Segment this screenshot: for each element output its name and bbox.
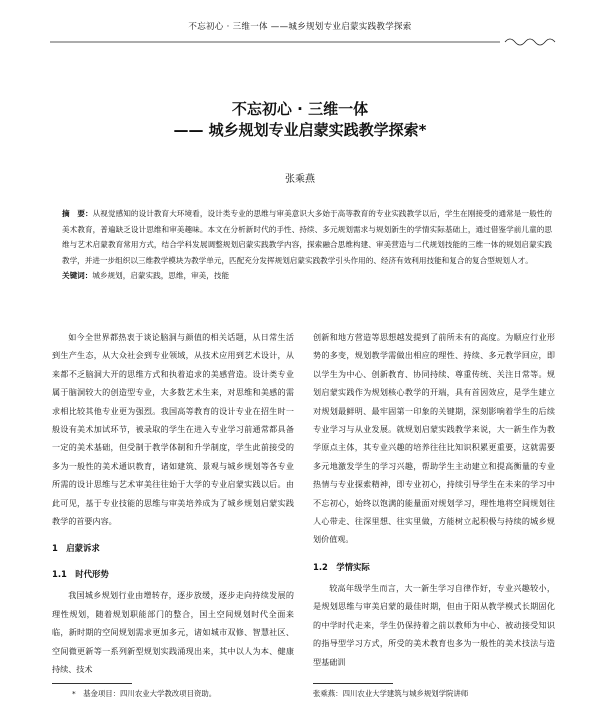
- footnote-rule-left: [52, 683, 132, 684]
- paragraph-1-1: 我国城乡规划行业由增转存，逐步放缓，逐步走向持续发展的理性规划，随着规划职能部门的整合，国土空间规划时代全面来临，新时期的空间规划需求更加多元，诸如城市双修、智慧社区、空间微更新等一系列新型规划实践涌现出来，其中以人为本、健康持续、技术: [52, 590, 294, 675]
- footnote-author: 张乘燕：四川农业大学建筑与城乡规划学院讲师: [313, 689, 469, 698]
- paragraph-1-2: 较高年级学生而言，大一新生学习自律作好，专业兴趣较小，是规划思维与审美启蒙的最佳时期，但由于阳从教学模式长期固化的中学时代走来，学生仍保持着之前以教师为中心、被动接受知识的指导型学习方式，所受的美术教育也多为一般性的美术技法与造型基础训: [313, 582, 555, 667]
- abstract-text: 从视觉感知的设计教育大环境看，设计类专业的思维与审美意识大多始于高等教育的专业实践教学以后，学生在刚接受的通常是一般性的美术教育，普遍缺乏设计思维和审美趣味。本文在分析新时代的手性、持续、多元规划需求与规划新生的学情实际基础上，通过借鉴学前儿童的思维与艺术启蒙教育常用方式，结合学科发展调整规划启蒙实践教学内容，探索融合思维构建、审美营造与二代规划技能的三维一体的规划启蒙实践教学，并进一步组织以三维教学模块为教学单元，匹配充分发挥规划启蒙实践教学引头作用的、经济有效利用技能和复合的复合型规划人才。: [62, 209, 553, 265]
- footnote-funding: * 基金项目：四川农业大学教改项目资助。: [72, 689, 217, 698]
- footnote-rule-right: [313, 683, 393, 684]
- title-block: [0, 99, 600, 140]
- paragraph-continued: 创新和地方营造等思想越发提到了前所未有的高度。为顺应行业形势的多变，规划教学需做出相应的理性、持续、多元教学回应，即以学生为中心、创新教育、协同持续、尊重传统、关注日常等。规划启蒙实践作为规划核心教学的开端，具有首因效应，是学生建立对规划最鲜明、最牢固第一印象的关键期，深刻影响着学生的后续专业学习与从业发展。就规划启蒙实践教学来说，大一新生作为教学原点主体，其专业兴趣的培养往往比知识积累更重要，这就需要多元地激发学生的学习兴趣，帮助学生主动建立和提高衡量的专业热情与专业探索精神，即专业初心，持续引导学生在未来的学习中不忘初心，始终以饱满的能量面对规划学习，理性地将空间规划往人心带走、往深里想、往实里做，方能树立起积极与持续的城乡规划价值观。: [313, 332, 555, 545]
- abstract: [62, 206, 552, 284]
- title-sub: —— 城乡规划专业启蒙实践教学探索*: [173, 121, 427, 139]
- running-header: 不忘初心 · 三维一体 ——城乡规划专业启蒙实践教学探索: [188, 22, 412, 32]
- title-main: 不忘初心 · 三维一体: [231, 100, 369, 118]
- section-heading-1: 1 启蒙诉求: [52, 543, 100, 554]
- section-heading-1-2: 1.2 学情实际: [313, 561, 370, 572]
- keywords-label: 关键词：: [62, 271, 93, 280]
- abstract-label: 摘 要：: [62, 209, 93, 218]
- keywords-text: 城乡规划，启蒙实践，思维，审美，技能: [92, 271, 230, 280]
- right-column: [313, 328, 555, 671]
- keywords: [62, 268, 552, 284]
- author: 张乘燕: [285, 174, 315, 185]
- section-heading-1-1: 1.1 时代形势: [52, 569, 109, 580]
- header-rule: [50, 34, 570, 48]
- left-column: [52, 328, 294, 679]
- intro-paragraph: 如今全世界都热衷于谈论脑洞与颜值的相关话题，从日常生活到生产生态，从大众社会到专业领域，从技术应用到艺术设计，从来都不乏脑洞大开的思维方式和执着追求的美感营造。设计类专业属于脑洞较大的创造型专业，大多数艺术生来，对思维和美感的需求相比较其他专业更为强烈。我国高等教育的设计专业在招生时一般设有美术加试环节，被录取的学生在进入专业学习前通常都具备一定的美术基础，但受制于教学体制和升学制度，学生此前接受的多为一般性的美术通识教育，诸如建筑、景观与城乡规划等各专业所需的设计思维与艺术审美往往始于大学的专业启蒙实践以后。由此可见，基于专业技能的思维与审美培养成为了城乡规划启蒙实践教学的首要内容。: [52, 332, 294, 527]
